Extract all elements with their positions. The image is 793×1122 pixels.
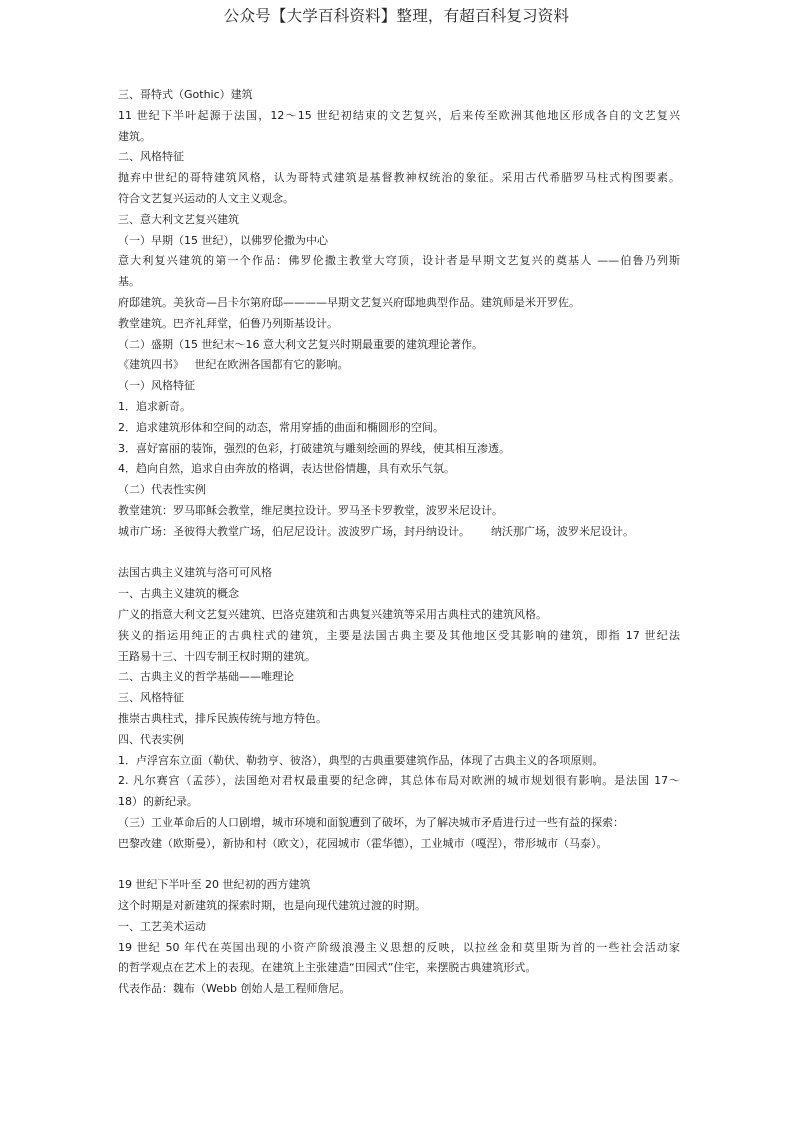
paragraph-line: 广义的指意大利文艺复兴建筑、巴洛克建筑和古典复兴建筑等采用古典柱式的建筑风格。 [118,607,547,621]
section-heading: 一、古典主义建筑的概念 [118,587,239,601]
section-heading: 四、代表实例 [118,732,184,746]
section-title: 法国古典主义建筑与洛可可风格 [118,566,272,580]
section-heading: 二、古典主义的哲学基础——唯理论 [118,670,294,684]
list-item: 1．追求新奇。 [118,399,191,413]
paragraph-line: 《建筑四书》 世纪在欧洲各国都有它的影响。 [118,358,349,372]
paragraph-line: 基。 [118,275,140,289]
paragraph-line: 符合文艺复兴运动的人文主义观念。 [118,191,294,205]
section-heading: 三、风格特征 [118,691,184,705]
paragraph-line: 这个时期是对新建筑的探索时期，也是向现代建筑过渡的时期。 [118,899,426,913]
paragraph-line: 的哲学观点在艺术上的表现。在建筑上主张建造“田园式”住宅，来摆脱古典建筑形式。 [118,961,537,975]
section-title: 19 世纪下半叶至 20 世纪初的西方建筑 [118,878,311,892]
paragraph-line: 18）的新纪录。 [118,795,198,809]
document-body [118,85,680,1000]
list-item: 1．卢浮宫东立面（勒伏、勒勃亨、彼洛），典型的古典重要建筑作品，体现了古典主义的各项原则。 [118,753,604,767]
paragraph-line: 府邸建筑。美狄奇—吕卡尔第府邸————早期文艺复兴府邸地典型作品。建筑师是米开罗佐。 [118,295,580,309]
section-heading: 二、风格特征 [118,150,184,164]
subsection-heading: （二）代表性实例 [118,483,206,497]
blank-line [118,854,680,875]
paragraph-line: 推崇古典柱式，排斥民族传统与地方特色。 [118,711,327,725]
paragraph-line: 抛弃中世纪的哥特建筑风格，认为哥特式建筑是基督教神权统治的象征。采用古代希腊罗马柱式构图要素。 [118,171,680,185]
paragraph-line: 意大利复兴建筑的第一个作品：佛罗伦撒主教堂大穹顶，设计者是早期文艺复兴的奠基人 ——伯鲁乃列斯 [118,254,680,268]
subsection-heading: （一）早期（15 世纪），以佛罗伦撒为中心 [118,233,328,247]
paragraph-line: 教堂建筑。巴齐礼拜堂，伯鲁乃列斯基设计。 [118,316,338,330]
page-header: 公众号【大学百科资料】整理，有超百科复习资料 [223,7,570,25]
section-heading: 三、哥特式（Gothic）建筑 [118,88,253,101]
section-heading: 一、工艺美术运动 [118,919,206,933]
paragraph-line: 王路易十三、十四专制王权时期的建筑。 [118,649,316,663]
paragraph-line: 巴黎改建（欧斯曼），新协和村（欧文），花园城市（霍华德），工业城市（嘎涅），带形城市（马泰）。 [118,836,608,850]
list-item: 4．趋向自然，追求自由奔放的格调，表达世俗情趣，具有欢乐气氛。 [118,462,455,476]
section-heading: 三、意大利文艺复兴建筑 [118,212,239,226]
paragraph-line: 代表作品：魏布（Webb 创始人是工程师詹尼。 [118,982,351,996]
paragraph-line: 建筑。 [118,129,151,143]
paragraph-line: 11 世纪下半叶起源于法国，12～15 世纪初结束的文艺复兴，后来传至欧洲其他地区形成各自的文艺复兴 [118,108,680,122]
list-item: 2. 凡尔赛宫（孟莎），法国绝对君权最重要的纪念碑，其总体布局对欧洲的城市规划很有影响。是法国 17～ [118,774,680,788]
paragraph-line: 城市广场：圣彼得大教堂广场，伯尼尼设计。波波罗广场，封丹纳设计。 纳沃那广场，波罗米尼设计。 [118,524,634,538]
subsection-heading: （二）盛期（15 世纪末～16 意大利文艺复兴时期最重要的建筑理论著作。 [118,337,483,351]
blank-line [118,543,680,564]
paragraph-line: 狭义的指运用纯正的古典柱式的建筑，主要是法国古典主要及其他地区受其影响的建筑，即指 17 世纪法 [118,628,680,642]
paragraph-line: 教堂建筑：罗马耶稣会教堂，维尼奥拉设计。罗马圣卡罗教堂，波罗米尼设计。 [118,503,503,517]
paragraph-line: 19 世纪 50 年代在英国出现的小资产阶级浪漫主义思想的反映，以拉丝金和莫里斯为首的一些社会活动家 [118,940,680,954]
subsection-heading: （一）风格特征 [118,379,195,393]
paragraph-line: （三）工业革命后的人口剧增，城市环境和面貌遭到了破坏，为了解决城市矛盾进行过一些有益的探索： [118,815,624,829]
list-item: 2．追求建筑形体和空间的动态，常用穿插的曲面和椭圆形的空间。 [118,420,444,434]
list-item: 3．喜好富丽的装饰，强烈的色彩，打破建筑与雕刻绘画的界线，使其相互渗透。 [118,441,510,455]
